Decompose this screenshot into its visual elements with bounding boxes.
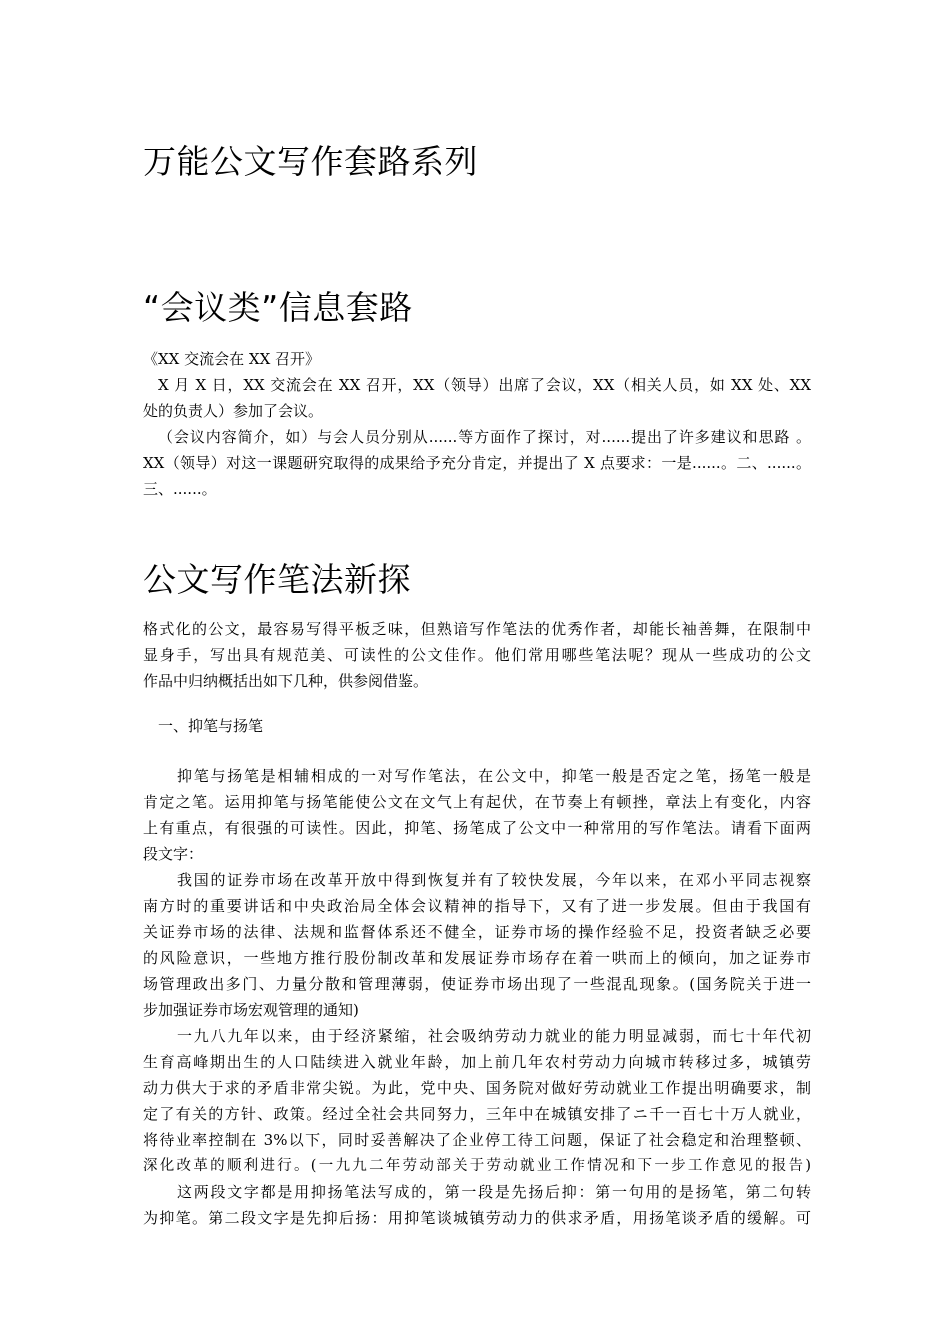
body-line: 我国的证券市场在改革开放中得到恢复并有了较快发展，今年以来，在邓小平同志视察	[177, 871, 811, 889]
body-line: 定了有关的方针、政策。经过全社会共同努力，三年中在城镇安排了ニ千一百七十万人就业，	[143, 1105, 811, 1123]
body-line: 一九八九年以来，由于经济紧缩，社会吸纳劳动力就业的能力明显减弱，而七十年代初	[177, 1027, 811, 1045]
body-line: 深化改革的顺利进行。(一九九二年劳动部关于劳动就业工作情况和下一步工作意见的报告)	[143, 1158, 811, 1174]
section-title-writing: 公文写作笔法新探	[143, 560, 411, 599]
body-line: 段文字：	[143, 845, 204, 863]
body-line: 南方时的重要讲话和中央政治局全体会议精神的指导下，又有了进一步发展。但由于我国有	[143, 897, 811, 915]
doc-title: 万能公文写作套路系列	[143, 142, 478, 181]
body-line: 场管理政出多门、力量分散和管理薄弱，使证券市场出现了一些混乱现象。(国务院关于进一	[143, 975, 811, 993]
meeting-template-block	[143, 346, 811, 502]
subheading-yi-yang: 一、抑笔与扬笔	[158, 717, 264, 735]
body-line: 将待业率控制在 3%以下，同时妥善解决了企业停工待工问题，保证了社会稳定和治理整顿、	[143, 1131, 811, 1149]
body-line: 这两段文字都是用抑扬笔法写成的，第一段是先扬后抑：第一句用的是扬笔，第二句转	[177, 1183, 811, 1201]
body-line: 步加强证券市场宏观管理的通知)	[143, 1001, 359, 1019]
intro-line-2: 显身手，写出具有规范美、可读性的公文佳作。他们常用哪些笔法呢？现从一些成功的公文	[143, 646, 811, 664]
body-line: 为抑笔。第二段文字是先抑后扬：用抑笔谈城镇劳动力的供求矛盾，用扬笔谈矛盾的缓解。可	[143, 1209, 811, 1227]
intro-line-3: 作品中归纳概括出如下几种，供参阅借鉴。	[143, 672, 429, 690]
section-title-meeting: “会议类”信息套路	[143, 288, 413, 327]
section-heading-1	[143, 714, 811, 739]
intro-line-1: 格式化的公文，最容易写得平板乏味，但熟谙写作笔法的优秀作者，却能长袖善舞，在限制中	[143, 620, 811, 638]
body-line: 抑笔与扬笔是相辅相成的一对写作笔法，在公文中，抑笔一般是否定之笔，扬笔一般是	[177, 767, 811, 785]
body-text	[143, 763, 811, 1231]
meeting-line-5: XX（领导）对这一课题研究取得的成果给予充分肯定，并提出了 X 点要求：一是......。二、......。	[143, 454, 811, 472]
body-line: 动力供大于求的矛盾非常尖锐。为此，党中央、国务院对做好劳动就业工作提出明确要求，制	[143, 1079, 811, 1097]
meeting-line-4: （会议内容简介，如）与会人员分别从......等方面作了探讨，对......提出了许多建议和思路 。	[158, 428, 811, 446]
intro-paragraph	[143, 616, 811, 694]
body-line: 生育高峰期出生的人口陆续进入就业年龄，加上前几年农村劳动力向城市转移过多，城镇劳	[143, 1053, 811, 1071]
meeting-line-6: 三、......。	[143, 480, 217, 498]
meeting-line-1: 《XX 交流会在 XX 召开》	[143, 350, 321, 368]
body-line: 肯定之笔。运用抑笔与扬笔能使公文在文气上有起伏，在节奏上有顿挫，章法上有变化，内容	[143, 793, 811, 811]
body-line: 上有重点，有很强的可读性。因此，抑笔、扬笔成了公文中一种常用的写作笔法。请看下面两	[143, 819, 811, 837]
meeting-line-2: X 月 X 日，XX 交流会在 XX 召开，XX（领导）出席了会议，XX（相关人员，如 XX 处、XX	[158, 376, 811, 394]
meeting-line-3: 处的负责人）参加了会议。	[143, 402, 324, 420]
body-line: 关证券市场的法律、法规和监督体系还不健全，证券市场的操作经验不足，投资者缺乏必要	[143, 923, 811, 941]
body-line: 的风险意识，一些地方推行股份制改革和发展证券市场存在着一哄而上的倾向，加之证券市	[143, 949, 811, 967]
